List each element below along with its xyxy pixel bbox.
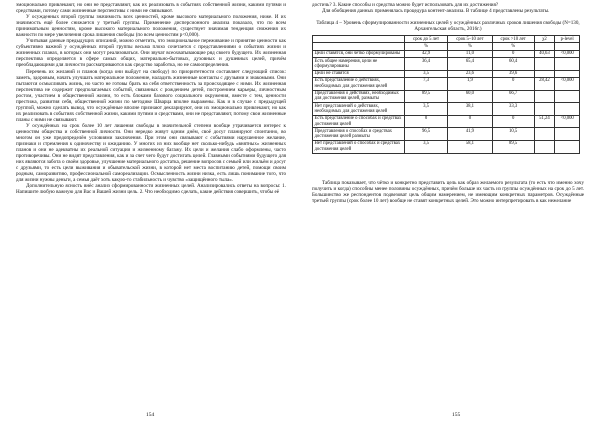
- value-cell-over-10: 0: [492, 50, 534, 57]
- table-row: [313, 115, 580, 128]
- p-level-cell: [555, 140, 580, 153]
- value-cell-under-5: 3,5: [405, 70, 448, 77]
- row-label-cell: Представления о способах и средствах достижения целей размыты: [313, 128, 405, 141]
- header-cell: [313, 36, 405, 43]
- table-row: [313, 90, 580, 103]
- header-cell: срок 5–10 лет: [448, 36, 493, 43]
- value-cell-under-5: 3,5: [405, 103, 448, 116]
- table-row: [313, 77, 580, 90]
- header-cell: p-level: [555, 36, 580, 43]
- value-cell-under-5: 7,3: [405, 77, 448, 90]
- value-cell-5-10: 38,1: [448, 103, 493, 116]
- row-label-cell: Нет представлений о действиях, необходимых для достижения целей: [313, 103, 405, 116]
- chi-square-cell: 51,24: [534, 115, 555, 128]
- p-level-cell: [555, 103, 580, 116]
- unit-cell: [555, 43, 580, 50]
- chi-square-cell: 40,63: [534, 50, 555, 57]
- value-cell-under-5: 89,5: [405, 90, 448, 103]
- value-cell-5-10: 11,0: [448, 50, 493, 57]
- table-row: [313, 70, 580, 77]
- value-cell-over-10: 0: [492, 115, 534, 128]
- table-units-row: [313, 43, 580, 50]
- value-cell-5-10: 65,4: [448, 58, 493, 71]
- row-label-cell: Цели ставятся, они чётко сформулированы: [313, 50, 405, 57]
- value-cell-under-5: 36,4: [405, 58, 448, 71]
- unit-cell: %: [448, 43, 493, 50]
- value-cell-under-5: 0: [405, 115, 448, 128]
- row-label-cell: Цели не ставятся: [313, 70, 405, 77]
- page-number-left: 154: [146, 412, 155, 418]
- value-cell-5-10: 23,6: [448, 70, 493, 77]
- left-paragraph-2: У осужденных второй группы значимость всех ценностей, кроме высокого материального положения, ниже. И их значимость ещё более снижается у третьей группы. Применение дисперсионного анализа показало, что по всем приниматьным ценностям, кроме высокого материального положения, существует значимая тенденция снижения их важности по мере увеличения срока лишения свободы (по всем ценностям p<0,000).: [16, 14, 286, 39]
- chi-square-cell: [534, 140, 555, 153]
- unit-cell: [534, 43, 555, 50]
- row-label-cell: Есть общее намерения, цели не сформулированы: [313, 58, 405, 71]
- table-row: [313, 58, 580, 71]
- left-paragraph-4: Перечень их желаний и планов (когда они выйдут на свободу) по приоритетности составляет следующий список: заметь, здоровым, начать улучшать материальное положение, наладить жизненные контакты с друзьями и знакомыми. Они пытаются осмысливать жизнь, но часто не готовы брать на себя ответственность за происходящее с ними. Их жизненная перспектива не содержит предполагаемых событий, связанных с рождением детей, построением карьеры, личностным ростом, участием в общественной жизни, то есть блоками базового социального окружения, вместе с тем, ценности престижа, развития себя, общественной жизни по методике Шварца вполне выражены. Как и в случае с предыдущей группой, можно сделать вывод, что осуждённые вполне признают декларируют, они их эмоционально привлекают, но как их реализовать в событиях собственной жизни, какими путями и средствами, они не представляют, потому свои жизненные планы с ними не связывают.: [16, 68, 286, 123]
- value-cell-over-10: 10,5: [492, 128, 534, 141]
- chi-square-cell: 28,42: [534, 77, 555, 90]
- left-paragraph-6: Дополнительную ясность внёс анализ сформированности жизненных целей. Анализировались ответы на вопросы: 1. Напишите любую важную для Вас и Вашей жизни цель. 2. Что необходимо сделать, какие действия совершить, чтобы её: [16, 183, 286, 196]
- right-paragraph-after-table: Таблица показывает, что чётко и конкретно представить цель как образ желаемого результата (то есть что именно хочу получить и когда) способны менее половины осуждённых, причём больше их часть из группы осуждённых на срок до 5 лет. Большинство же респондентов подвезоват цель общим намерением, не имеющим конкретных параметров. Осуждённые третьей группы (срок более 10 лет) вообще не ставят конкретных целей. Это можно интерпретировать в как нежелание: [312, 179, 584, 204]
- row-label-cell: Представления о действиях, необходимых для достижения целей, размыты: [313, 90, 405, 103]
- value-cell-over-10: 66,7: [492, 90, 534, 103]
- value-cell-under-5: 96,5: [405, 128, 448, 141]
- table-row: [313, 140, 580, 153]
- left-paragraph-3: Учитывая данные предыдущих описаний, можно отметить, что эмоциональное переживание и принятие ценности как субъективно важной у осуждённых второй группы весьма плохо сочетается с представлениями о событиях жизни и жизненных планах, в которых они могут реализоваться. Они звучат всеохватывающие ряд своего будущего. Их жизненная перспектива определяется в сфере самых общих, материально-бытовых, духовных и душевных целей, причём преобладающими для личности рассматриваются как средство заработка, но не самоопределения.: [16, 38, 286, 69]
- value-cell-5-10: 58,1: [448, 140, 493, 153]
- table-body: [313, 50, 580, 153]
- value-cell-5-10: 60,0: [448, 90, 493, 103]
- table-row: [313, 103, 580, 116]
- table-header-row: [313, 36, 580, 43]
- p-level-cell: <0,000: [555, 77, 580, 90]
- left-paragraph-5: У осуждённых на срок более 10 лет лишения свободы в значительной степени вообще утрачивается интерес к ценностям общества и собственной личности. Они нередко живут одним днём, своё досуг планируют спонтанно, во многом он уже предопределён условиями заключения. При этом они связывают с событиями нарушенное желание, признаки и стремления к одиночеству и ожиданию. У многих из них вообще нет сколько-нибудь «внятных» жизненных планов и они не адекватны их реальной ситуации и жизненному багажу. Их цели и желания слабо оформлены, часто противоречивы. Они не видят представления, как и за счет чего будут достигать целей. Главными событиями будущего для них являются забота о своём здоровье, улучшение материального достатка, решение вопросов с семьей или жильём и досуг с друзьями, то есть цели выживания и обывательской жизни, в которой нет места воспитанию детей, помощи своим родным, саморазвитию, профессиональной самореализации. Осмысленность жизни низка, есть лишь понимание того, что для жизни нужны деньги, а семья даёт хоть какую-то стабильность и чувство «защищённого тыла».: [16, 122, 286, 184]
- row-label-cell: Есть представление о способах и средствах достижения целей: [313, 115, 405, 128]
- header-cell: срок >10 лет: [492, 36, 534, 43]
- row-label-cell: Нет представлений о способах и средствах достижения целей: [313, 140, 405, 153]
- right-intro-2: Для обобщения данных применялась процедура контент-анализа. В таблице 4 представлены результаты.: [322, 8, 550, 15]
- right-page: [300, 0, 600, 424]
- p-level-cell: <0,000: [555, 115, 580, 128]
- value-cell-under-5: 42,9: [405, 50, 448, 57]
- value-cell-5-10: 0: [448, 115, 493, 128]
- value-cell-over-10: 60,4: [492, 58, 534, 71]
- right-intro: достичь? 3. Какие способы и средства можно будет использовать для их достижения?: [312, 2, 499, 8]
- header-cell: срок до 5 лет: [405, 36, 448, 43]
- value-cell-under-5: 3,5: [405, 140, 448, 153]
- p-level-cell: [555, 70, 580, 77]
- chi-square-cell: [534, 70, 555, 77]
- page-number-right: 155: [452, 412, 461, 418]
- value-cell-over-10: 0: [492, 77, 534, 90]
- p-level-cell: <0,000: [555, 50, 580, 57]
- left-paragraph-1: эмоционально привлекают, но они не представляют, как их реализовать в событиях собственной жизни, какими путями и средствами, потому сами жизненные перспективы с ними не связывают.: [16, 2, 286, 15]
- value-cell-5-10: 41,9: [448, 128, 493, 141]
- value-cell-5-10: 1,9: [448, 77, 493, 90]
- table-caption: Таблица 4 – Уровень сформулированности жизненных целей у осуждённых различных сроков лишения свободы (N=130, Архангельская область, 2016г.): [316, 20, 580, 33]
- p-level-cell: [555, 58, 580, 71]
- results-table: [312, 35, 580, 153]
- table-row: [313, 128, 580, 141]
- unit-cell: %: [492, 43, 534, 50]
- table-row: [313, 50, 580, 57]
- chi-square-cell: [534, 58, 555, 71]
- header-cell: χ2: [534, 36, 555, 43]
- chi-square-cell: [534, 128, 555, 141]
- chi-square-cell: [534, 103, 555, 116]
- value-cell-over-10: 89,5: [492, 140, 534, 153]
- unit-cell: [313, 43, 405, 50]
- p-level-cell: [555, 128, 580, 141]
- chi-square-cell: [534, 90, 555, 103]
- unit-cell: %: [405, 43, 448, 50]
- row-label-cell: Есть представление о действиях, необходимых для достижения целей: [313, 77, 405, 90]
- p-level-cell: [555, 90, 580, 103]
- value-cell-over-10: 33,3: [492, 103, 534, 116]
- value-cell-over-10: 39,6: [492, 70, 534, 77]
